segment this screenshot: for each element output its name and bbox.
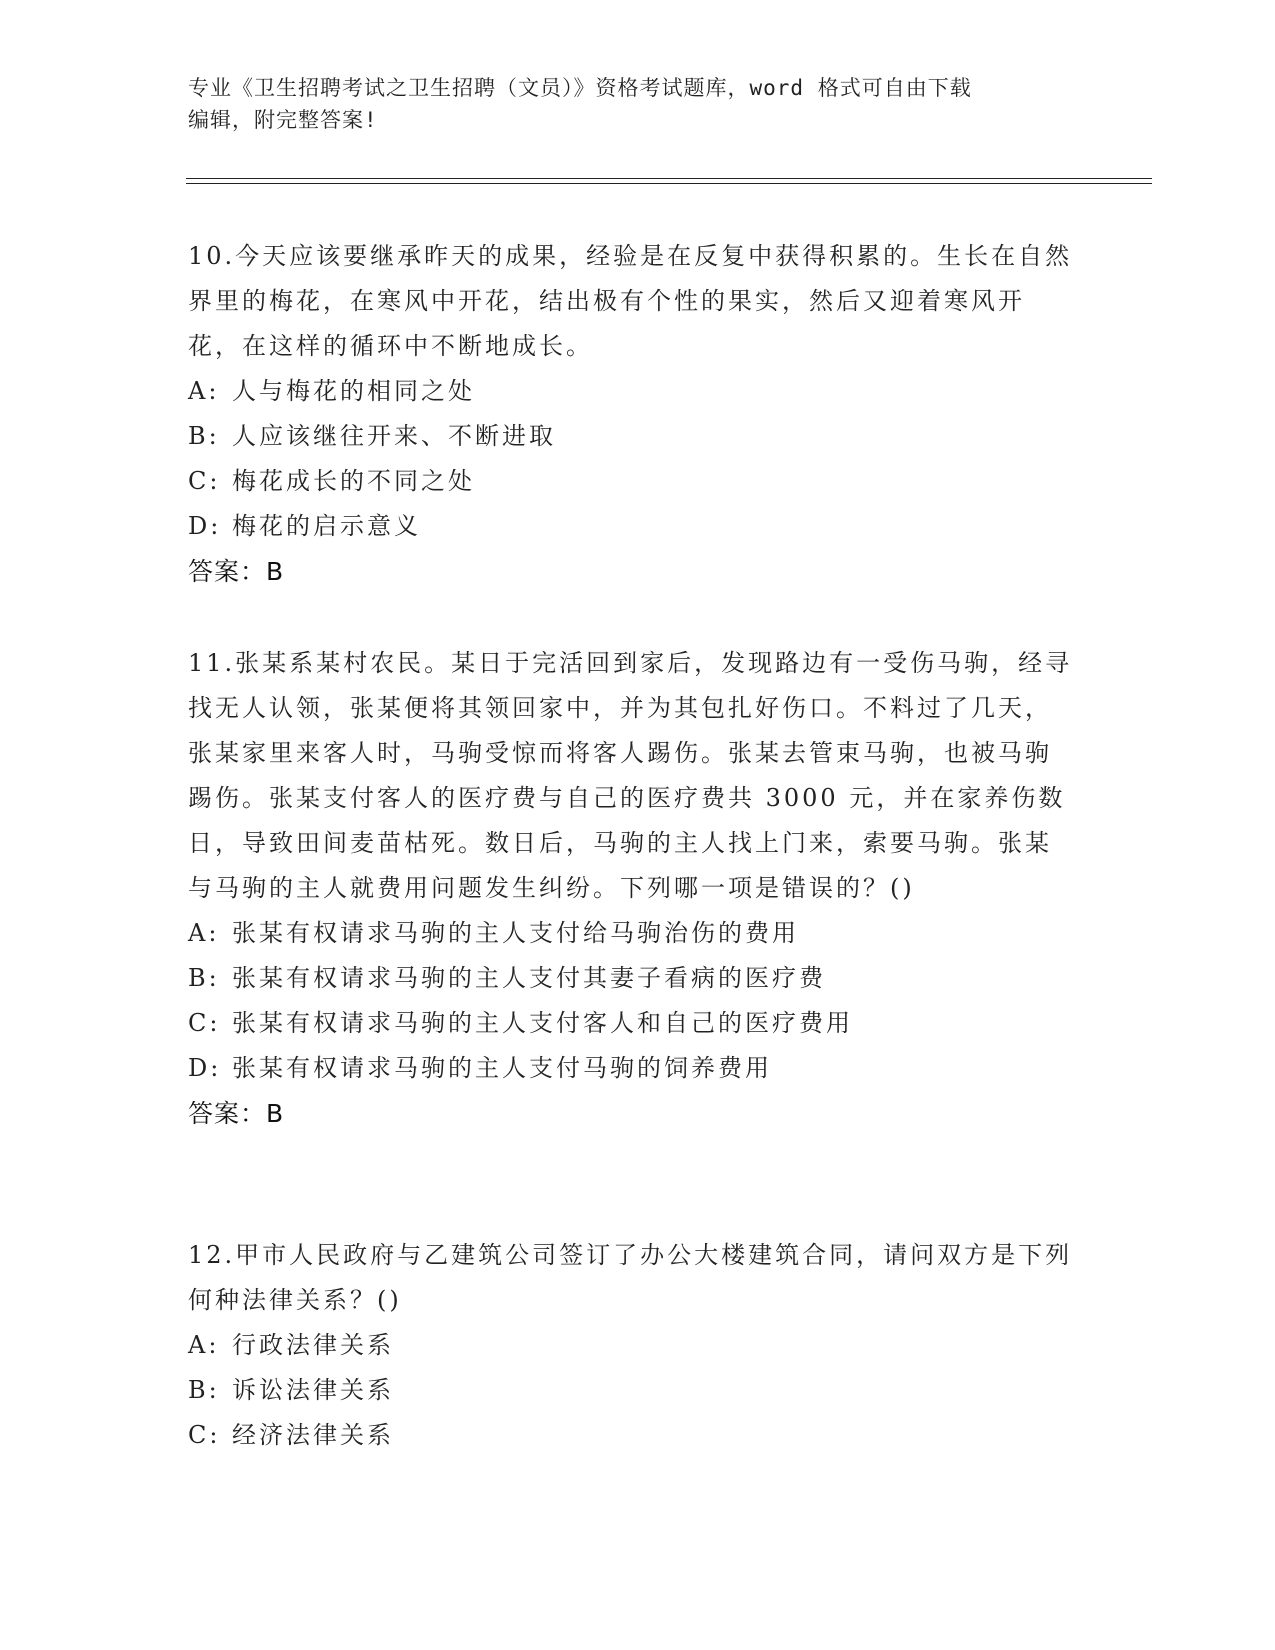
option-text: 张某有权请求马驹的主人支付马驹的饲养费用 (232, 1054, 772, 1082)
option-letter: A: (188, 919, 220, 947)
option-letter: B: (188, 964, 220, 992)
option-letter: C: (188, 467, 221, 495)
option-c (188, 1413, 1078, 1458)
question-text: 11.张某系某村农民。某日于完活回到家后，发现路边有一受伤马驹，经寻找无人认领，张某便将其领回家中，并为其包扎好伤口。不料过了几天，张某家里来客人时，马驹受惊而将客人踢伤。张某去管束马驹，也被马驹踢伤。张某支付客人的医疗费与自己的医疗费共 3000 元，并在家养伤数日，导致田间麦苗枯死。数日后，马驹的主人找上门来，索要马驹。张某与马驹的主人就费用问题发生纠纷。下列哪一项是错误的？() (188, 649, 1073, 902)
option-letter: B: (188, 1376, 220, 1404)
option-c (188, 1001, 1078, 1046)
header-line-2: 编辑，附完整答案! (188, 108, 378, 132)
option-text: 梅花的启示意义 (232, 512, 421, 540)
option-a (188, 369, 1078, 414)
option-text: 张某有权请求马驹的主人支付客人和自己的医疗费用 (232, 1009, 853, 1037)
header-divider-bottom (186, 183, 1152, 184)
option-letter: C: (188, 1421, 221, 1449)
option-b (188, 1368, 1078, 1413)
option-letter: B: (188, 422, 220, 450)
option-d (188, 1046, 1078, 1091)
document-header (188, 72, 1088, 136)
option-letter: A: (188, 377, 220, 405)
question-text: 12.甲市人民政府与乙建筑公司签订了办公大楼建筑合同，请问双方是下列何种法律关系？() (188, 1241, 1073, 1314)
option-a (188, 1323, 1078, 1368)
option-d (188, 504, 1078, 549)
option-letter: A: (188, 1331, 220, 1359)
question-10 (188, 234, 1078, 595)
option-letter: D: (188, 1054, 222, 1082)
option-a (188, 911, 1078, 956)
option-text: 人与梅花的相同之处 (232, 377, 475, 405)
question-text: 10.今天应该要继承昨天的成果，经验是在反复中获得积累的。生长在自然界里的梅花，在寒风中开花，结出极有个性的果实，然后又迎着寒风开花，在这样的循环中不断地成长。 (188, 242, 1073, 360)
option-text: 张某有权请求马驹的主人支付其妻子看病的医疗费 (232, 964, 826, 992)
option-letter: C: (188, 1009, 221, 1037)
option-b (188, 414, 1078, 459)
answer: 答案：B (188, 557, 285, 586)
option-text: 人应该继往开来、不断进取 (232, 422, 556, 450)
option-text: 诉讼法律关系 (232, 1376, 394, 1404)
option-text: 张某有权请求马驹的主人支付给马驹治伤的费用 (232, 919, 799, 947)
option-b (188, 956, 1078, 1001)
header-line-1: 专业《卫生招聘考试之卫生招聘（文员）》资格考试题库，word 格式可自由下载 (188, 76, 972, 100)
option-letter: D: (188, 512, 222, 540)
option-text: 梅花成长的不同之处 (232, 467, 475, 495)
option-text: 行政法律关系 (232, 1331, 394, 1359)
header-divider-top (186, 178, 1152, 179)
question-12 (188, 1233, 1078, 1458)
option-c (188, 459, 1078, 504)
question-11 (188, 641, 1078, 1137)
option-text: 经济法律关系 (232, 1421, 394, 1449)
answer: 答案：B (188, 1099, 285, 1128)
